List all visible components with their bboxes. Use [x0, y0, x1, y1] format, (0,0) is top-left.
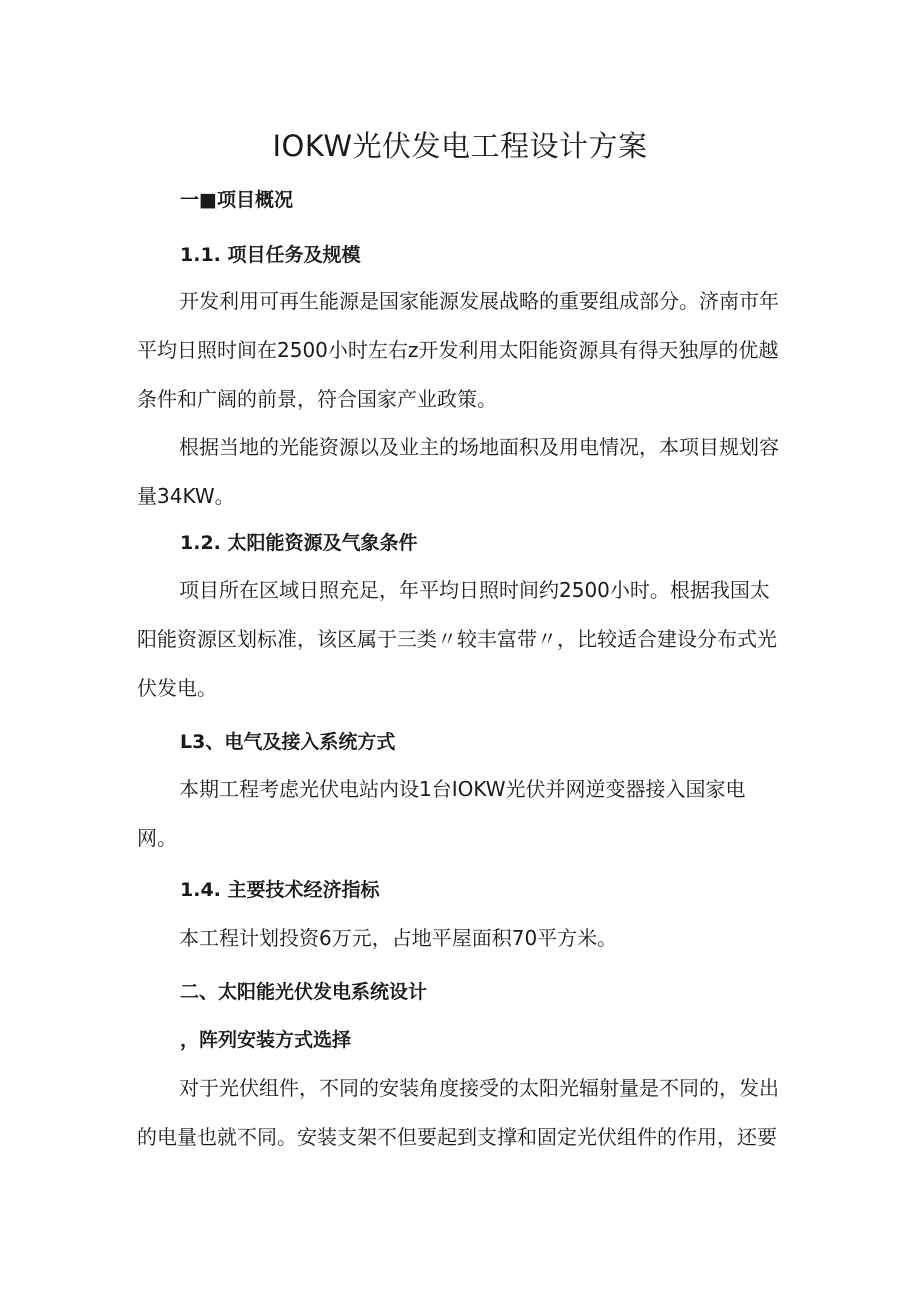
section-heading-system-design: 二、太阳能光伏发电系统设计	[180, 981, 428, 1003]
subsection-heading-1-2: 1.2. 太阳能资源及气象条件	[180, 532, 418, 554]
paragraph-grid-connection: 本期工程考虑光伏电站内设1台IOKW光伏并网逆变器接入国家电网。	[137, 777, 746, 850]
paragraph-renewable-energy: 开发利用可再生能源是国家能源发展战略的重要组成部分。济南市年平均日照时间在2500小时左右z开发利用太阳能资源具有得天独厚的优越条件和广阔的前景，符合国家产业政策。	[137, 289, 779, 411]
subsection-heading-array-mounting: ，阵列安装方式选择	[180, 1029, 352, 1051]
subsection-heading-1-3: L3、电气及接入系统方式	[180, 731, 396, 753]
paragraph-solar-resources: 项目所在区域日照充足，年平均日照时间约2500小时。根据我国太阳能资源区划标准，该区属于三类〃较丰富带〃，比较适合建设分布式光伏发电。	[137, 578, 777, 700]
section-heading-overview: 一■项目概况	[180, 189, 293, 211]
paragraph-investment: 本工程计划投资6万元，占地平屋面积70平方米。	[179, 926, 618, 950]
paragraph-planned-capacity: 根据当地的光能资源以及业主的场地面积及用电情况，本项目规划容量34KW。	[137, 435, 779, 508]
subsection-heading-1-4: 1.4. 主要技术经济指标	[180, 879, 380, 901]
paragraph-mounting-angle: 对于光伏组件，不同的安装角度接受的太阳光辐射量是不同的，发出的电量也就不同。安装支架不但要起到支撑和固定光伏组件的作用，还要	[137, 1076, 779, 1149]
document-title: IOKW光伏发电工程设计方案	[272, 129, 648, 163]
subsection-heading-1-1: 1.1. 项目任务及规模	[180, 244, 361, 266]
